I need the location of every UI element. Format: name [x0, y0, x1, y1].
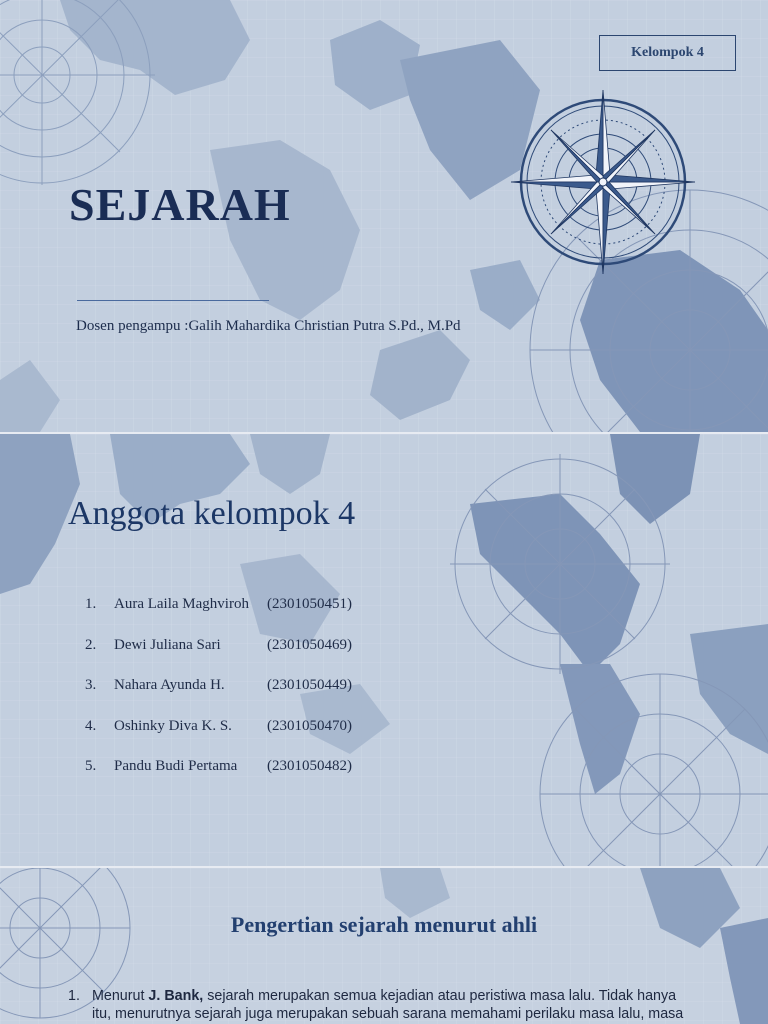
definition-heading: Pengertian sejarah menurut ahli	[230, 912, 538, 937]
list-item: 3. Nahara Ayunda H. (2301050449)	[85, 677, 352, 694]
definition-paragraph: 1. Menurut J. Bank, sejarah merupakan semua kejadian atau peristiwa masa lalu. Tidak hanya itu, menurutnya sejarah juga merupakan sebuah sarana memahami perilaku masa lalu, masa	[68, 988, 684, 1022]
slide-title-heading: SEJARAH	[69, 179, 291, 230]
compass-rose-icon	[505, 84, 701, 280]
list-item: 2. Dewi Juliana Sari (2301050469)	[85, 636, 352, 653]
lecturer-text: Dosen pengampu :Galih Mahardika Christian Putra S.Pd., M.Pd	[76, 318, 461, 334]
group-badge: Kelompok 4	[599, 35, 736, 71]
list-item: 5. Pandu Budi Pertama (2301050482)	[85, 758, 352, 775]
title-divider	[77, 300, 269, 301]
members-list	[85, 596, 352, 799]
list-item: 1. Aura Laila Maghviroh (2301050451)	[85, 596, 352, 612]
list-item: 4. Oshinky Diva K. S. (2301050470)	[85, 717, 352, 734]
members-heading: Anggota kelompok 4	[68, 495, 356, 532]
slide-title	[0, 0, 768, 432]
